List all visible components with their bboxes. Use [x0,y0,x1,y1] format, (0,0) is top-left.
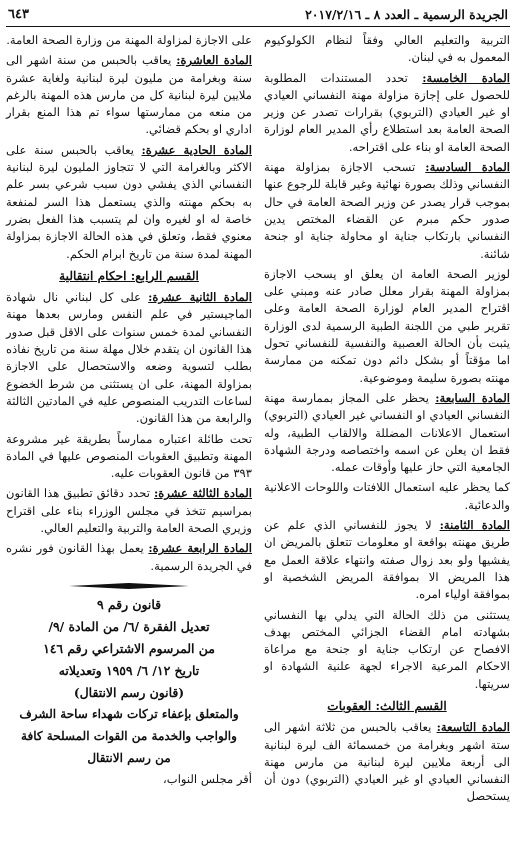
law-subtitle-line: من رسم الانتقال [87,750,171,765]
page-header [6,4,510,27]
article-text: يعاقب بالحبس من سنة اشهر الى سنة وبغرامة من مليون ليرة لبنانية ولغاية عشرة ملايين ليرة لبنانية كل من مارس هذه المهنة بالرغم من منعه من ممارستها سواء تم هذا المنع بقرار اداري او بحكم قضائي. [6,53,252,137]
article-label: المادة العاشرة: [176,53,252,68]
article-10 [6,52,252,138]
paragraph: التربية والتعليم العالي وفقاً لنظام الكولوكيوم المعمول به في لبنان. [264,33,510,65]
closing-line: أقر مجلس النواب، [163,771,252,786]
article-label: المادة الثانية عشرة: [148,290,252,305]
section-title: القسم الرابع: احكام انتقالية [59,268,199,283]
article-text: يعاقب بالحبس من ثلاثة اشهر الى ستة اشهر وبغرامة من خمسمائة الف ليرة لبنانية الى أربعة ملايين ليرة لبنانية من مارس مهنة النفساني العيادي او غير العيادي (التربوي) دون أن يستحصل [264,720,510,804]
article-12 [6,289,252,427]
article-13 [6,485,252,537]
paragraph: يستثنى من ذلك الحالة التي يدلي بها النفساني بشهادته امام القضاء الجزائي المختص بهدف الافصاح عن ارتكاب جناية او جنحة مع مراعاة الاحكام المرعية الاجراء لجهة علنية الشهادة او سريتها. [264,607,510,691]
section-title: القسم الثالث: العقوبات [327,698,447,713]
article-text: يحظر على المجاز بممارسة مهنة النفساني العيادي او النفساني غير العيادي (التربوي) استعمال الاعلانات المضللة والالقاب الطبية، وله فقط ان يعلن عن اسمه واختصاصه ودرجة الشهادة الجامعية التي حاز عليها وأوقات عمله. [264,390,510,475]
article-label: المادة الخامسة: [422,70,510,85]
paragraph: لوزير الصحة العامة ان يعلق او يسحب الاجازة بمزاولة المهنة بقرار معلل صادر عنه ومبني على اقتراح المدير العام لوزارة الصحة العامة وعلى تقرير طبي من اللجنة الطبية الرسمية لدى الوزارة يثبت بأن الحالة العصبية والنفسية للنفساني تحول اما مؤقتاً أو بشكل دائم دون تمكنه من ممارسة مهنته بصورة سليمة وموضوعية. [264,266,510,385]
law-subtitle-line: والواجب والخدمة من القوات المسلحة كافة [21,728,237,743]
paragraph: كما يحظر عليه استعمال اللافتات واللوحات الاعلانية والدعائية. [264,480,510,512]
article-9 [264,719,510,805]
article-text: تسحب الاجازة بمزاولة مهنة النفساني وذلك بصورة نهائية وغير قابلة للرجوع عنها بموجب قرار يصدر عن وزير الصحة العامة في حال صدور حكم مبرم عن القضاء المختص يدين النفساني بارتكاب جناية او محاولة جناية او جنحة شائنة. [264,160,510,261]
article-text: لا يجوز للنفساني الذي علم عن طريق مهنته بواقعة او معلومات تتعلق بالمريض ان يفشيها ولو بعد زوال صفته وانتهاء علاقة العمل مع هذا المريض الا بموافقة المريض الشخصية او بموافقة اولياء امره. [264,518,510,602]
article-5 [264,70,510,156]
article-text: يعاقب بالحبس سنة على الاكثر وبالغرامة التي لا تتجاوز المليون ليرة لبنانية النفساني الذي يفشي دون سبب شرعي بسر علم به بحكم مهنته والذي يستعمل هذا السر لمنفعة خاصة له او لغيره وان لم يتسبب هذا الفعل بضرر معنوي فقط، وتعلق في هذه الحالة الاجازة بمزاولة المهنة لمدة سنة من تاريخ ابرام الحكم. [6,142,252,261]
divider-ornament-icon [69,583,189,589]
paragraph: تحت طائلة اعتباره ممارساً بطريقة غير مشروعة المهنة وتطبيق العقوبات المنصوص عليها في المادة ٣٩٣ من قانون العقوبات عليه. [6,431,252,481]
article-text: تحدد المستندات المطلوبة للحصول على إجازة مزاولة مهنة النفساني العيادي او غير العيادي (التربوي) بقرارات تصدر عن وزير الصحة العامة بعد استطلاع رأي المدير العام لوزارة الصحة العامة او بناء على اقتراحه. [264,70,510,154]
article-text: على كل لبناني نال شهادة الماجيستير في علم النفس ومارس بعدها مهنة النفساني لمدة خمس سنوات على الاقل قبل صدور هذا القانون ان يتقدم خلال مهلة سنة من تاريخ نفاذه بطلب لتسوية وضعه والاستحصال على الاجازة بمزاولة المهنة، على ان يستثنى من شرط الخضوع لساعات التدريب المنصوص عليه في المادتين الثالثة والرابعة من هذا القانون. [6,290,252,426]
law-title-line: (قانون رسم الانتقال) [73,684,185,700]
article-label: المادة الرابعة عشرة: [148,541,252,556]
law-title-line: من المرسوم الاشتراعي رقم ١٤٦ [43,640,215,656]
article-label: المادة السابعة: [435,390,510,405]
article-text: تحدد دقائق تطبيق هذا القانون بمراسيم تتخذ في مجلس الوزراء بناء على اقتراح وزيري الصحة العامة والتربية والتعليم العالي. [6,486,252,536]
article-label: المادة الثامنة: [439,518,510,533]
paragraph: على الاجازة لمزاولة المهنة من وزارة الصحة العامة. [6,33,252,47]
law-subtitle-line: والمتعلق بإعفاء تركات شهداء ساحة الشرف [19,706,239,721]
journal-issue: الجريدة الرسمية ـ العدد ٨ ـ ٢٠١٧/٢/١٦ [305,6,508,22]
page-number: ٦٤٣ [8,6,29,22]
article-label: المادة الحادية عشرة: [141,142,252,157]
left-column [6,32,252,809]
right-column [264,32,510,809]
article-11 [6,142,252,263]
article-label: المادة التاسعة: [436,720,510,735]
law-number: قانون رقم ٩ [96,596,162,612]
law-title-line: تعديل الفقرة /٦/ من المادة /٩/ [48,618,210,634]
article-label: المادة الثالثة عشرة: [153,486,253,501]
article-8 [264,517,510,603]
ornament-divider [69,583,189,589]
law-title-line: تاريخ ١٢/ ٦/ ١٩٥٩ وتعديلاته [58,662,200,678]
article-14 [6,540,252,575]
two-column-body [6,32,510,809]
article-6 [264,159,510,263]
article-7 [264,390,510,476]
article-label: المادة السادسة: [425,160,510,175]
article-text: يعمل بهذا القانون فور نشره في الجريدة الرسمية. [6,541,252,573]
